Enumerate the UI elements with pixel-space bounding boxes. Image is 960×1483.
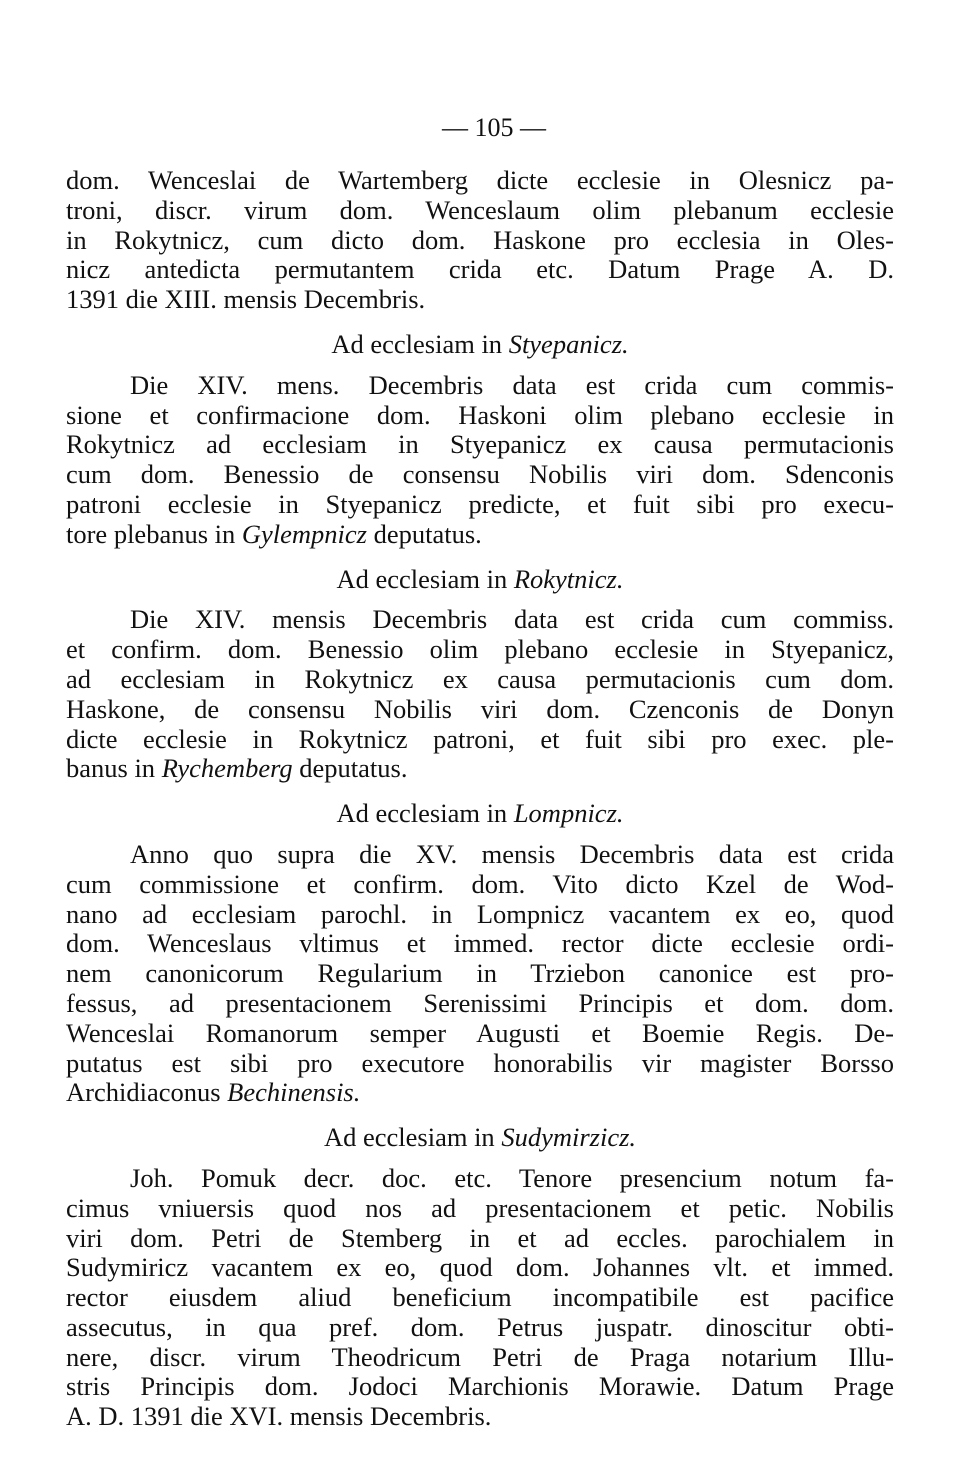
text-line: assecutus, in qua pref. dom. Petrus juspatr. dinoscitur obti- [66, 1311, 894, 1342]
text-line: Joh. Pomuk decr. doc. etc. Tenore presencium notum fa- [130, 1162, 894, 1193]
text-line: putatus est sibi pro executore honorabilis vir magister Borsso [66, 1047, 894, 1078]
section-paragraph [66, 371, 894, 550]
heading-place: Styepanicz. [508, 328, 629, 359]
text-line: Die XIV. mens. Decembris data est crida cum commis- [130, 369, 894, 400]
heading-prefix: Ad ecclesiam in [336, 563, 508, 594]
text-line: nem canonicorum Regularium in Trziebon canonice est pro- [66, 958, 894, 989]
italic-name: Gylempnicz [241, 518, 367, 549]
section-heading [66, 799, 894, 829]
text-line: dom. Wenceslai de Wartemberg dicte ecclesie in Olesnicz pa- [66, 165, 894, 195]
text-line: cum commissione et confirm. dom. Vito dicto Kzel de Wod- [66, 868, 894, 899]
text-line: stris Principis dom. Jodoci Marchionis Morawie. Datum Prage [66, 1371, 894, 1402]
page-number: — 105 — [442, 113, 546, 142]
text-line: nere, discr. virum Theodricum Petri de Praga notarium Illu- [66, 1341, 894, 1372]
section-heading [66, 565, 894, 595]
text-line: sione et confirmacione dom. Haskoni olim plebano ecclesie in [66, 399, 894, 430]
heading-place: Rokytnicz. [513, 563, 624, 594]
section-paragraph [66, 1164, 894, 1432]
text-line: Anno quo supra die XV. mensis Decembris data est crida [130, 838, 894, 869]
italic-name: Bechinensis. [227, 1077, 361, 1108]
line-text: deputatus. [373, 518, 482, 549]
text-line: cum dom. Benessio de consensu Nobilis viri dom. Sdenconis [66, 459, 894, 490]
section-paragraph [66, 840, 894, 1108]
line-text: deputatus. [299, 753, 408, 784]
text-line: in Rokytnicz, cum dicto dom. Haskone pro ecclesia in Oles- [66, 224, 894, 255]
line-text: banus in [66, 753, 156, 784]
text-line: nicz antedicta permutantem crida etc. Datum Prage A. D. [66, 254, 894, 285]
text-line: dom. Wenceslaus vltimus et immed. rector dicte ecclesie ordi- [66, 928, 894, 959]
text-line: dicte ecclesie in Rokytnicz patroni, et fuit sibi pro exec. ple- [66, 723, 894, 754]
text-line: rector eiusdem aliud beneficium incompatibile est pacifice [66, 1282, 894, 1313]
heading-place: Sudymirzicz. [501, 1122, 637, 1153]
text-line: Die XIV. mensis Decembris data est crida cum commiss. [130, 604, 894, 635]
heading-prefix: Ad ecclesiam in [336, 798, 508, 829]
text-line [66, 754, 894, 784]
heading-prefix: Ad ecclesiam in [323, 1122, 495, 1153]
text-line: troni, discr. virum dom. Wenceslaum olim plebanum ecclesie [66, 194, 894, 225]
heading-prefix: Ad ecclesiam in [331, 328, 503, 359]
section-heading [66, 1123, 894, 1153]
italic-name: Rychemberg [161, 753, 293, 784]
text-line: Wenceslai Romanorum semper Augusti et Boemie Regis. De- [66, 1017, 894, 1048]
heading-place: Lompnicz. [513, 798, 624, 829]
text-line: viri dom. Petri de Stemberg in et ad eccles. parochialem in [66, 1222, 894, 1253]
section-paragraph [66, 605, 894, 784]
text-line: patroni ecclesie in Styepanicz predicte, et fuit sibi pro execu- [66, 488, 894, 519]
line-text: Archidiaconus [66, 1077, 221, 1108]
line-text: A. D. 1391 die XVI. mensis Decembris. [66, 1401, 492, 1432]
text-line [66, 1402, 894, 1432]
text-line: nano ad ecclesiam parochl. in Lompnicz vacantem ex eo, quod [66, 898, 894, 929]
intro-paragraph [66, 166, 894, 315]
text-line: Sudymiricz vacantem ex eo, quod dom. Johannes vlt. et immed. [66, 1252, 894, 1283]
text-line [66, 1078, 894, 1108]
text-line: ad ecclesiam in Rokytnicz ex causa permutacionis cum dom. [66, 663, 894, 694]
text-line: fessus, ad presentacionem Serenissimi Principis et dom. dom. [66, 987, 894, 1018]
line-text: tore plebanus in [66, 518, 236, 549]
text-line: 1391 die XIII. mensis Decembris. [66, 284, 426, 315]
text-line: Rokytnicz ad ecclesiam in Styepanicz ex causa permutacionis [66, 429, 894, 460]
section-heading [66, 330, 894, 360]
text-line: cimus vniuersis quod nos ad presentacionem et petic. Nobilis [66, 1192, 894, 1223]
document-page [66, 110, 894, 1432]
text-line [66, 520, 894, 550]
text-line: et confirm. dom. Benessio olim plebano ecclesie in Styepanicz, [66, 634, 894, 665]
text-line: Haskone, de consensu Nobilis viri dom. Czenconis de Donyn [66, 693, 894, 724]
